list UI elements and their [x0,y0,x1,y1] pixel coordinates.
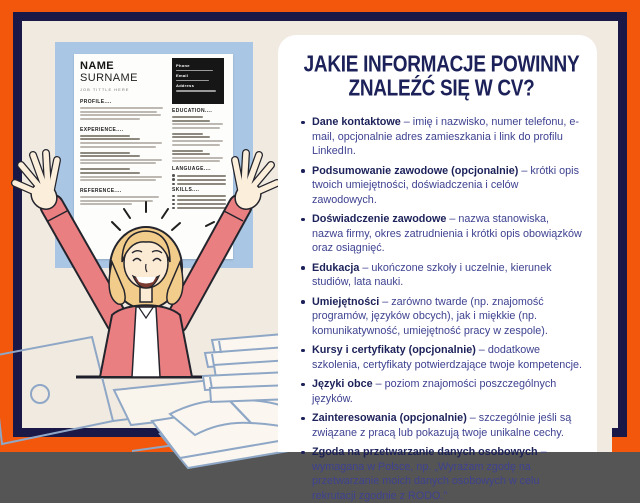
cv-info-item [300,164,583,208]
cv-text-bar [80,203,132,205]
cv-bullet-dot [172,195,175,198]
cv-profile-text [80,107,166,120]
cv-text-bar [172,144,220,146]
cv-text-bar [80,176,162,178]
cv-text-bar [177,199,227,201]
cv-text-bar [172,133,203,135]
cv-text-bar [80,179,156,181]
cv-text-bar [80,111,157,113]
cv-entry [80,152,166,165]
cv-bullet-dot [172,183,175,186]
cv-bullet-dot [172,174,175,177]
cv-section-reference: REFERENCE.... [80,188,122,195]
cv-job-title: JOB TITTLE HERE [80,87,130,92]
cv-section-education: EDUCATION.... [172,108,213,114]
cv-info-item [300,212,583,256]
cv-education-entries [172,116,226,162]
cv-email-label: Email [176,73,189,79]
item-term: Kursy i certyfikaty (opcjonalnie) [312,344,476,356]
cv-reference-text [80,196,166,205]
cv-text-bar [177,175,227,177]
cv-entry [80,168,166,181]
cv-info-item [300,261,583,290]
cv-section-profile: PROFILE.... [80,99,112,105]
cv-bullet-dot [172,178,175,181]
cv-text-bar [80,135,130,137]
cv-text-bar [80,159,162,161]
item-desc: – zarówno twarde (np. znajomość programów, języków obcych), jak i miękkie (np. komunikatywność, umiejętność pracy w zespole). [312,295,548,337]
cv-phone-label: Phone [176,63,190,68]
cv-text-bar [172,116,203,118]
cv-right-column [172,108,226,211]
cv-address-value-bar [176,90,216,92]
cv-phone-value-bar [176,70,213,72]
cv-info-item [300,343,583,372]
cv-text-bar [80,196,159,198]
cv-text-bar [177,183,227,185]
cv-text-bar [172,123,223,125]
poster-title-line2: ZNALEŹĆ SIĘ W CV? [348,76,535,102]
item-desc: – szczególnie jeśli są związane z pracą lub pokazują twoje unikalne cechy. [312,412,572,439]
cv-text-bar [177,207,227,209]
cv-text-bar [80,142,162,144]
cv-skills-list [172,195,226,210]
item-term: Języki obce [312,378,373,390]
item-desc: – nazwa stanowiska, nazwa firmy, okres zatrudnienia i krótki opis obowiązków oraz osiągnięć. [312,213,582,254]
cv-info-item [300,377,583,406]
cv-text-bar [172,136,210,138]
cv-contact-box [172,58,224,104]
item-term: Edukacja [312,261,360,274]
poster-title-line1: JAKIE INFORMACJE POWINNY [303,51,580,78]
cv-text-bar [80,172,140,174]
cv-text-bar [172,140,223,142]
cv-text-bar [177,203,227,205]
cv-experience-entries [80,135,166,181]
cv-section-language: LANGUAGE.... [172,166,211,173]
item-term: Podsumowanie zawodowe (opcjonalnie) [312,164,519,177]
item-term: Doświadczenie zawodowe [312,213,447,225]
cv-text-bar [177,179,227,181]
cv-surname: SURNAME [80,72,138,84]
cv-text-bar [80,118,140,120]
cv-bullet-row [172,178,226,181]
cv-text-bar [172,153,210,155]
poster-title [300,53,583,102]
cv-bullet-dot [172,199,175,202]
cv-text-bar [172,160,220,162]
cv-text-bar [80,200,153,202]
cv-bullet-row [172,183,226,186]
item-term: Dane kontaktowe [312,116,401,128]
cv-name: NAME [80,60,114,72]
cv-bullet-row [172,174,226,177]
item-term: Zainteresowania (opcjonalnie) [312,412,467,424]
item-term: Umiejętności [312,295,380,308]
cv-bullet-row [172,203,226,206]
item-desc: – ukończone szkoły i uczelnie, kierunek studiów, lata nauki. [312,261,552,288]
cv-text-bar [80,114,161,116]
cv-bullet-row [172,199,226,202]
item-desc: – wymagana w Polsce, np. „Wyrażam zgodę na przetwarzanie moich danych osobowych w celu rekrutacji zgodnie z RODO." [312,446,547,502]
cv-text-bar [177,195,227,197]
cv-section-skills: SKILLS.... [172,186,200,193]
cv-info-item [300,295,583,339]
cv-info-item [300,115,583,159]
cv-text-bar [172,127,220,129]
cv-info-item [300,411,583,440]
cv-text-bar [172,120,210,122]
item-desc: – krótki opis twoich umiejętności, doświadczenia i celów zawodowych. [312,164,579,206]
cv-text-bar [172,150,203,152]
cv-section-experience: EXPERIENCE.... [80,126,124,133]
item-desc: – dodatkowe szkolenia, certyfikaty potwierdzające twoje kompetencje. [312,344,583,371]
cv-bullet-dot [172,207,175,210]
cv-text-bar [80,155,140,157]
cv-text-bar [80,107,163,109]
info-panel [278,35,597,502]
cv-text-bar [80,152,130,154]
cv-entry [172,150,226,163]
cv-entry [172,133,226,146]
cv-language-list [172,174,226,185]
cv-info-list [300,115,583,503]
cv-text-bar [80,162,156,164]
item-term: Zgoda na przetwarzanie danych osobowych [312,446,538,458]
cv-entry [172,116,226,129]
cv-left-column [80,60,166,207]
cv-text-bar [172,157,223,159]
cv-text-bar [80,138,140,140]
cv-email-value-bar [176,80,209,82]
cv-bullet-row [172,195,226,198]
cv-entry [80,135,166,148]
item-desc: – imię i nazwisko, numer telefonu, e-mail, opcjonalnie adres zamieszkania i link do profilu LinkedIn. [312,116,580,157]
cv-address-label: Address [176,83,195,89]
cv-bullet-row [172,207,226,210]
cv-text-bar [80,146,156,148]
item-desc: – poziom znajomości poszczególnych języków. [312,378,557,405]
cv-info-item [300,445,583,503]
cv-text-bar [80,168,130,170]
cv-bullet-dot [172,203,175,206]
